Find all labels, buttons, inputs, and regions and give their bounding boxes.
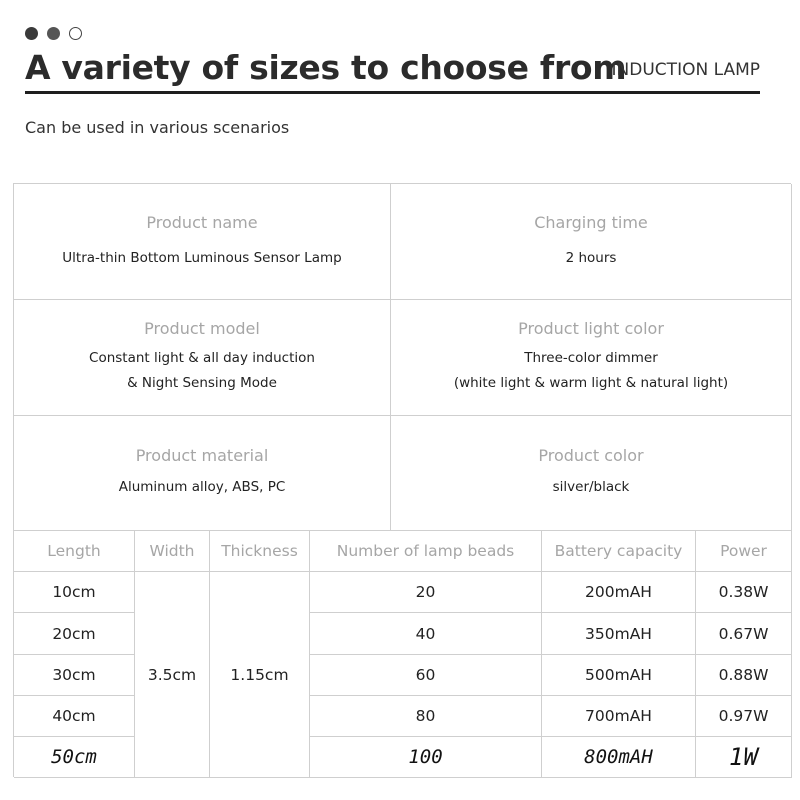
header-power: Power [696,531,792,572]
header-length: Length [14,531,135,572]
spec-value: 2 hours [565,249,617,266]
title-divider [25,91,760,94]
spec-value-line-1: Three-color dimmer [524,350,658,366]
spec-table [13,183,791,777]
spec-product-color [391,416,792,531]
width-value: 3.5cm [135,572,210,778]
table-row-length: 30cm [14,655,135,696]
table-row-battery: 800mAH [542,737,696,778]
table-row-battery: 700mAH [542,696,696,737]
table-row-length: 20cm [14,613,135,655]
dot-2-icon [47,27,60,40]
table-row-length: 40cm [14,696,135,737]
spec-value-line-1: Constant light & all day induction [89,350,315,366]
dot-3-icon [69,27,82,40]
category-tag: INDUCTION LAMP [611,60,760,80]
spec-charging-time [391,184,792,300]
table-row-power: 0.97W [696,696,792,737]
table-row-length: 50cm [14,737,135,778]
table-row-battery: 500mAH [542,655,696,696]
table-row-beads: 80 [310,696,542,737]
table-row-power: 1W [696,737,792,778]
table-row-power: 0.88W [696,655,792,696]
spec-label: Product color [538,446,644,465]
spec-value: Ultra-thin Bottom Luminous Sensor Lamp [62,249,342,266]
spec-light-color [391,300,792,416]
spec-label: Product model [144,319,260,338]
table-row-beads: 20 [310,572,542,613]
page-subtitle: Can be used in various scenarios [25,118,290,137]
spec-value: silver/black [552,479,630,495]
spec-material [14,416,391,531]
spec-label: Product light color [518,319,664,338]
spec-label: Product material [135,446,269,465]
table-row-battery: 350mAH [542,613,696,655]
spec-product-name [14,184,391,300]
header-battery: Battery capacity [542,531,696,572]
table-row-length: 10cm [14,572,135,613]
spec-value-line-2: & Night Sensing Mode [127,375,277,391]
table-row-beads: 100 [310,737,542,778]
spec-label: Product name [146,212,258,232]
header-lamp-beads: Number of lamp beads [310,531,542,572]
carousel-dots [25,27,82,40]
spec-label: Charging time [534,212,648,232]
table-row-battery: 200mAH [542,572,696,613]
dot-1-icon [25,27,38,40]
spec-product-model [14,300,391,416]
table-row-beads: 40 [310,613,542,655]
spec-value: Aluminum alloy, ABS, PC [118,479,286,495]
header-width: Width [135,531,210,572]
table-row-beads: 60 [310,655,542,696]
table-row-power: 0.38W [696,572,792,613]
header-thickness: Thickness [210,531,310,572]
page-title: A variety of sizes to choose from [25,48,627,87]
spec-value-line-2: (white light & warm light & natural light) [453,375,729,391]
thickness-value: 1.15cm [210,572,310,778]
table-row-power: 0.67W [696,613,792,655]
